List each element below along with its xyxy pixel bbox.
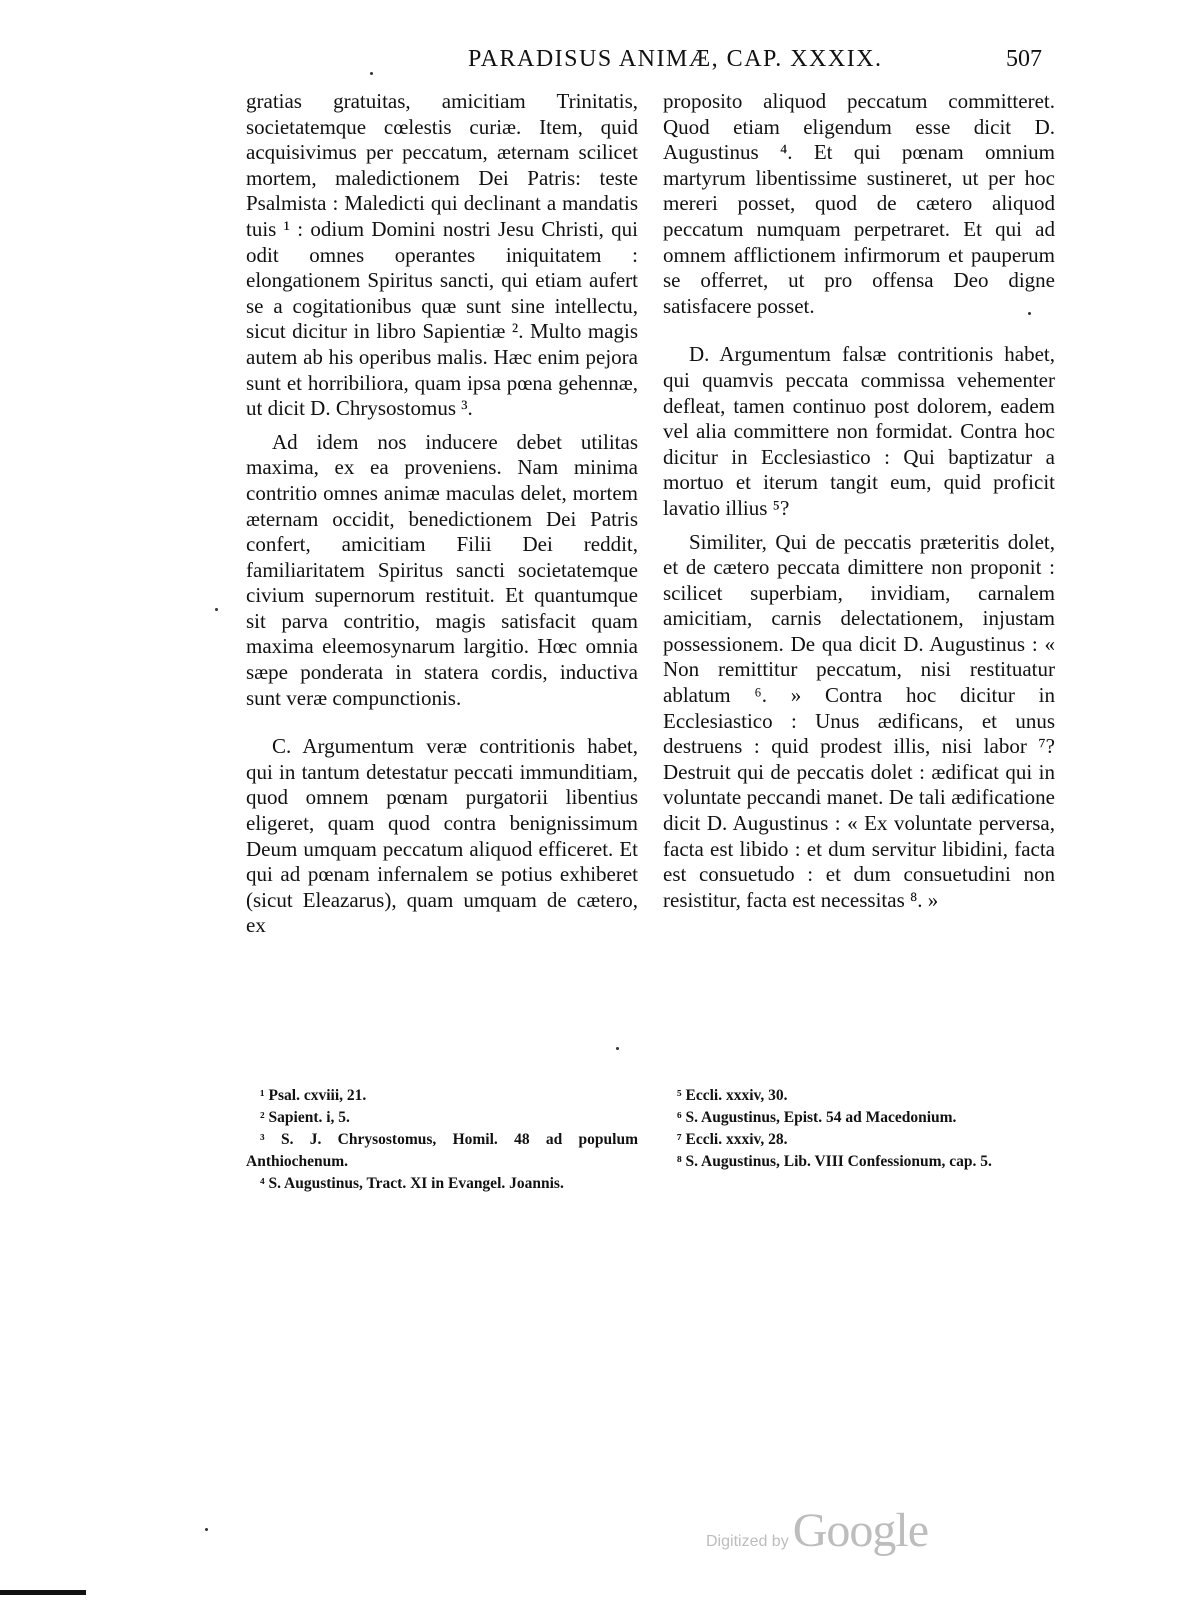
paragraph: gratias gratuitas, amicitiam Trinitatis, societatemque cœlestis curiæ. Item, quid acquisivimus per peccatum, æternam scilicet mortem, maledictionem Dei Patris: teste Psalmista : Maledicti qui declinant a mandatis tuis ¹ : odium Domini nostri Jesu Christi, qui odit omnes operantes iniquitatem : elongationem Spiritus sancti, qui etiam aufert se a cogitationibus quæ sunt sine intellectu, sicut dicitur in libro Sapientiæ ². Multo magis autem ab his operibus malis. Hæc enim pejora sunt et horribiliora, quam ipsa pœna gehennæ, ut dicit D. Chrysostomus ³. [246,89,638,421]
right-column [663,89,1055,913]
footnotes-left [246,1085,638,1195]
paragraph: C. Argumentum veræ contritionis habet, qui in tantum detestatur peccati immunditiam, quod omnem pœnam purgatorii libentius eligeret, quam quod contra benignissimum Deum umquam peccatum aliquod efficeret. Et qui ad pœnam infernalem se potius exhiberet (sicut Eleazarus), quam umquam de cætero, ex [246,734,638,938]
footnote: ² Sapient. i, 5. [260,1109,350,1126]
scan-edge-mark [0,1590,86,1595]
watermark-text: Digitized by [706,1533,789,1550]
scan-speck [205,1528,208,1531]
scan-speck [616,1047,619,1050]
paragraph: proposito aliquod peccatum committeret. Quod etiam eligendum esse dicit D. Augustinus ⁴. Et qui pœnam omnium martyrum libentissime sustineret, ut per hoc mereri posset, quod de cætero aliquod peccatum numquam perpetraret. Et qui ad omnem afflictionem infirmorum et pauperum se offerret, ut pro offensa Deo digne satisfacere posset. [663,89,1055,318]
paragraph: Ad idem nos inducere debet utilitas maxima, ex ea proveniens. Nam minima contritio omnes animæ maculas delet, mortem æternam occidit, benedictionem Dei Patris confert, amicitiam Filii Dei reddit, familiaritatem Spiritus sancti societatemque civium supernorum restituit. Et quantumque sit parva contritio, magis satisfacit quam maxima eleemosynarum largitio. Hœc omnia sæpe ponderata in statera cordis, inductiva sunt veræ compunctionis. [246,429,638,710]
scan-speck [215,608,218,611]
footnote: ⁶ S. Augustinus, Epist. 54 ad Macedonium. [677,1109,957,1126]
google-logo: Google [792,1504,929,1557]
running-title: PARADISUS ANIMÆ, CAP. XXXIX. [468,46,883,72]
scan-speck [370,72,373,75]
footnote: ¹ Psal. cxviii, 21. [260,1087,367,1104]
footnote: ⁵ Eccli. xxxiv, 30. [677,1087,788,1104]
footnote: ⁸ S. Augustinus, Lib. VIII Confessionum, cap. 5. [677,1153,992,1170]
page-number: 507 [1006,46,1042,72]
scan-speck [1028,312,1031,315]
paragraph: Similiter, Qui de peccatis præteritis dolet, et de cætero peccata dimittere non proponit : scilicet superbiam, invidiam, carnalem amicitiam, carnis delectationem, injustam possessionem. De qua dicit D. Augustinus : « Non remittitur peccatum, nisi restituatur ablatum ⁶. » Contra hoc dicitur in Ecclesiastico : Unus ædificans, et unus destruens : quid prodest illis, nisi labor ⁷? Destruit qui de peccatis dolet : ædificat qui in voluntate peccandi manet. De tali ædificatione dicit D. Augustinus : « Ex voluntate perversa, facta est libido : et dum servitur libidini, facta est consuetudo : et dum consuetudini non resistitur, facta est necessitas ⁸. » [663,529,1055,912]
footnote: ⁴ S. Augustinus, Tract. XI in Evangel. Joannis. [260,1175,564,1192]
footnote: ³ S. J. Chrysostomus, Homil. 48 ad populum Anthiochenum. [246,1131,638,1170]
footnote: ⁷ Eccli. xxxiv, 28. [677,1131,788,1148]
left-column [246,89,638,939]
footnotes-right [663,1085,1055,1173]
digitized-by-google-watermark [706,1503,928,1563]
paragraph: D. Argumentum falsæ contritionis habet, qui quamvis peccata commissa vehementer defleat, tamen continuo post dolorem, eadem vel alia committere non formidat. Contra hoc dicitur in Ecclesiastico : Qui baptizatur a mortuo et iterum tangit eum, quid proficit lavatio illius ⁵? [663,342,1055,520]
page-header [0,46,1193,80]
